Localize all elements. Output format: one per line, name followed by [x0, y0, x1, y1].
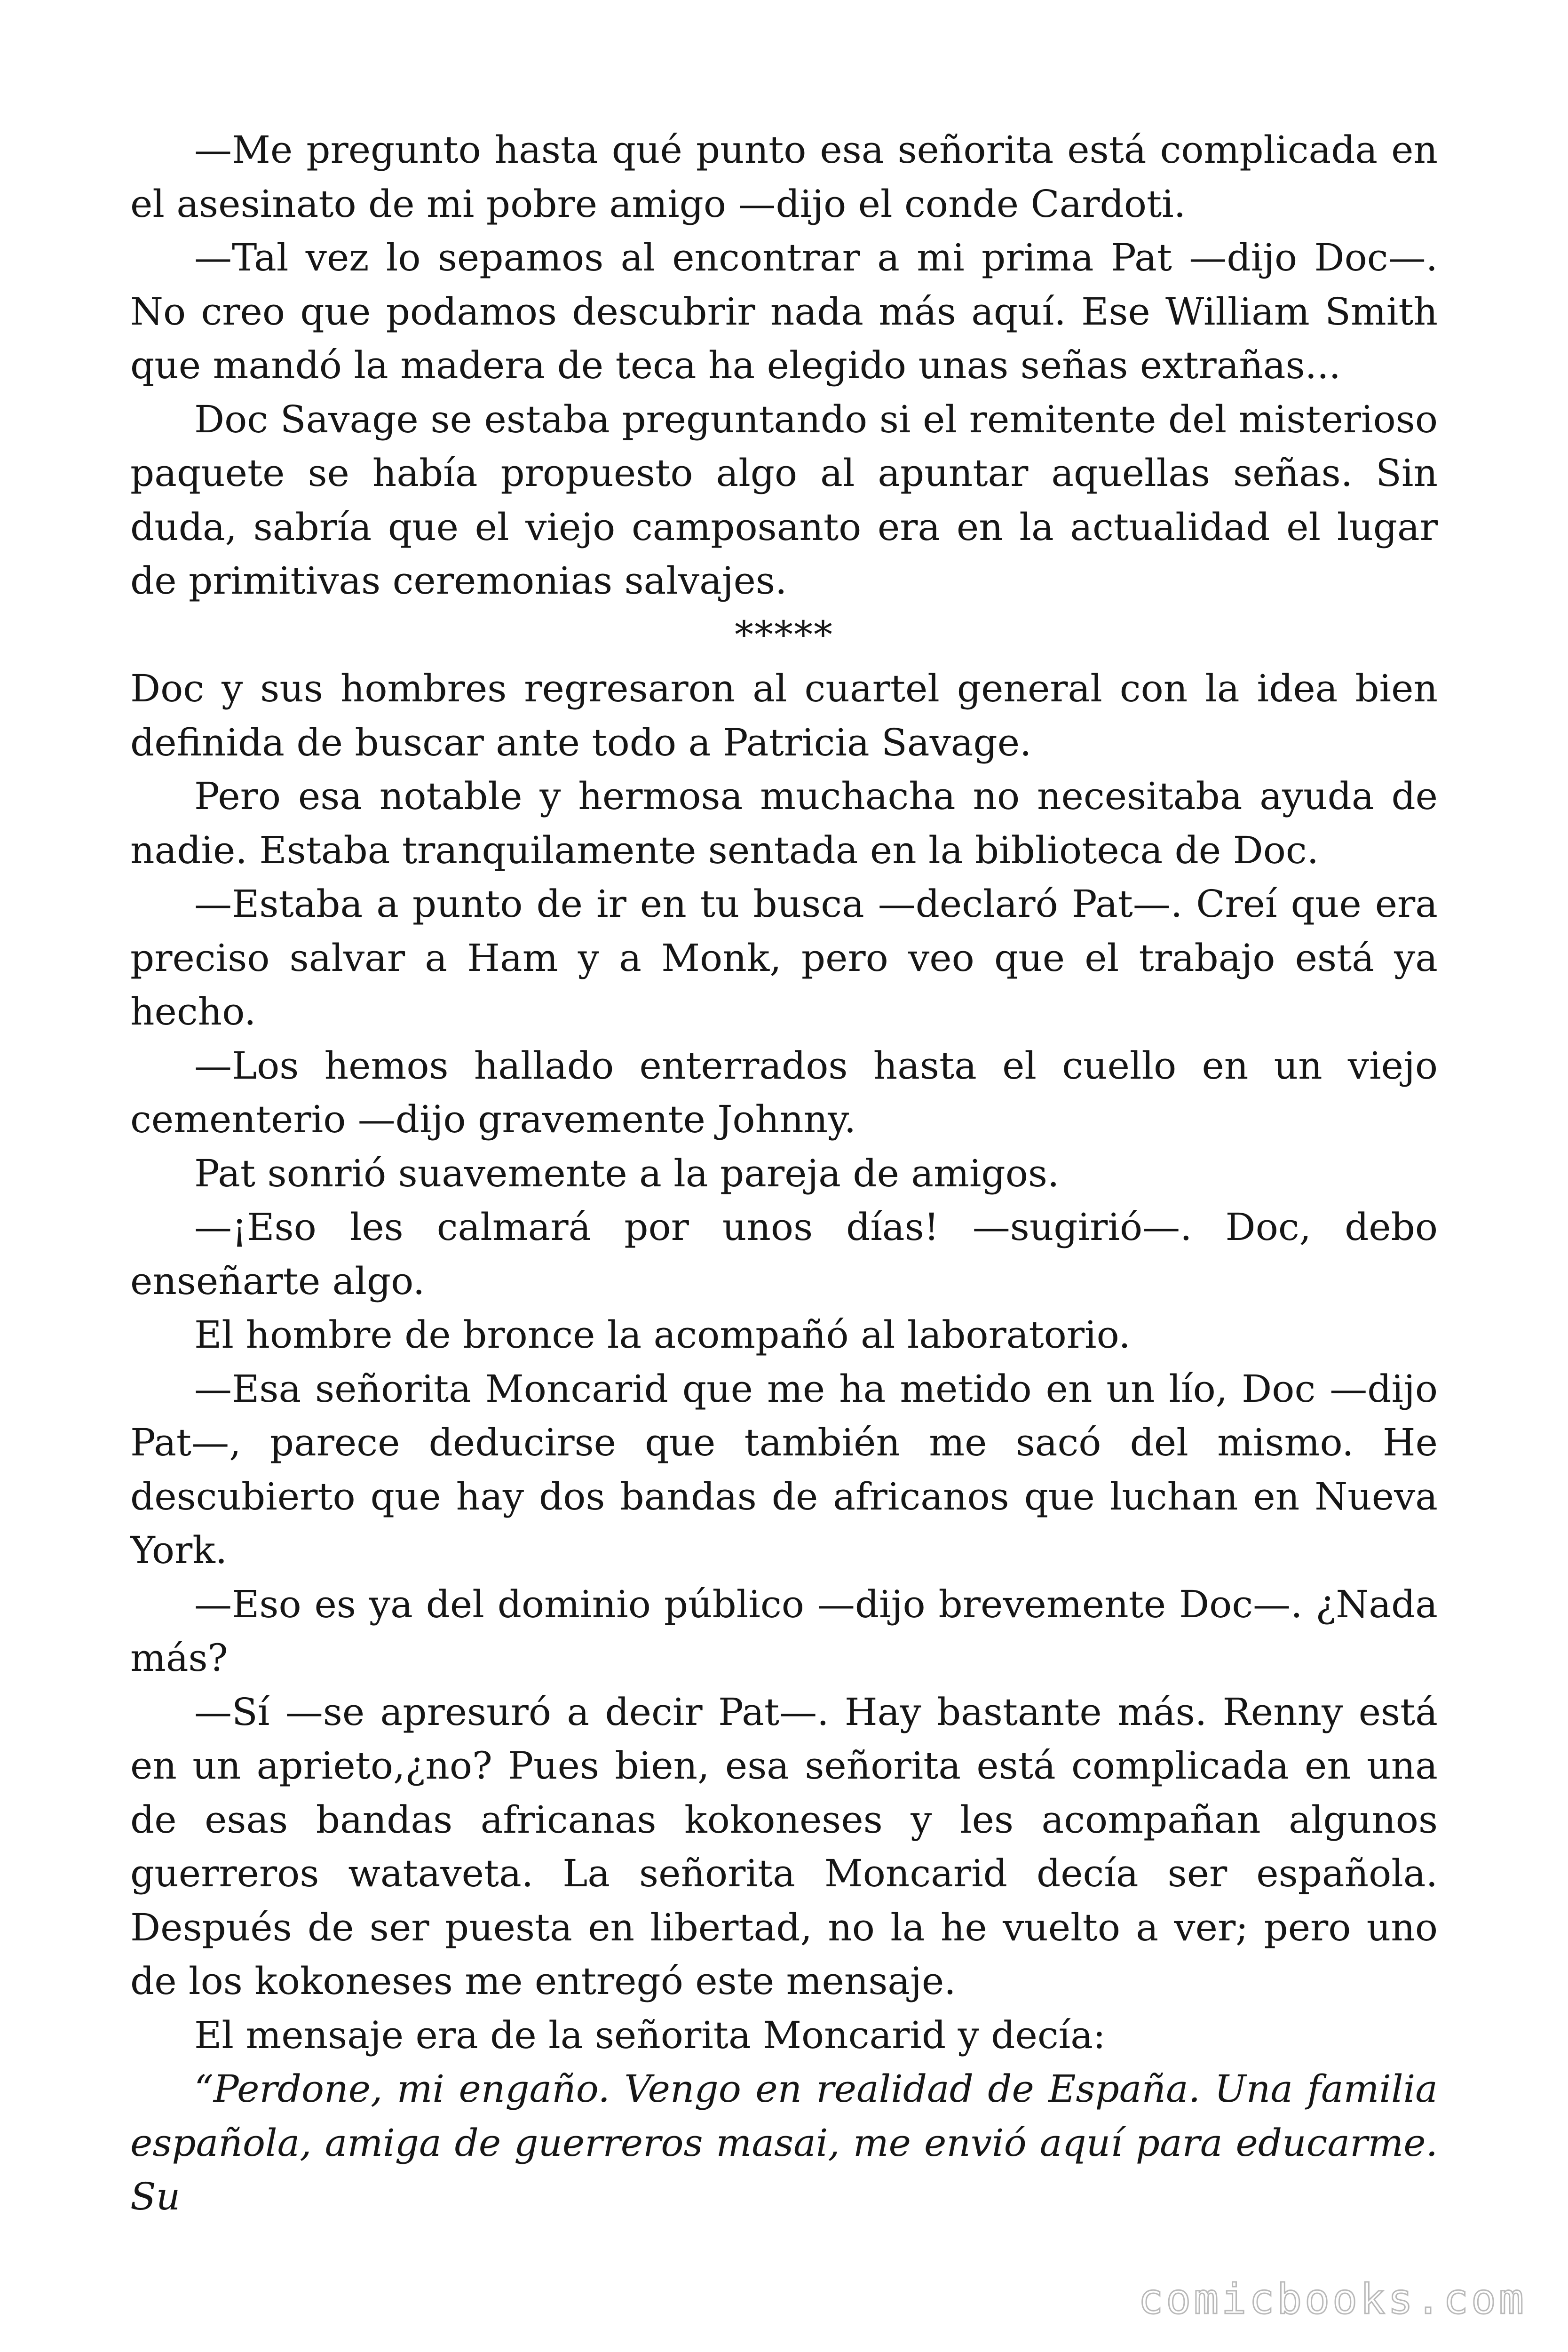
paragraph: Doc y sus hombres regresaron al cuartel general con la idea bien definida de buscar ante todo a Patricia Savage. — [130, 667, 1438, 764]
paragraph: —Tal vez lo sepamos al encontrar a mi prima Pat —dijo Doc—. No creo que podamos descubrir nada más aquí. Ese William Smith que mandó la madera de teca ha elegido unas señas extrañas... — [130, 236, 1438, 387]
paragraph: —Estaba a punto de ir en tu busca —declaró Pat—. Creí que era preciso salvar a Ham y a Monk, pero veo que el trabajo está ya hecho. — [130, 882, 1438, 1033]
paragraph: Doc Savage se estaba preguntando si el remitente del misterioso paquete se había propuesto algo al apuntar aquellas señas. Sin duda, sabría que el viejo camposanto era en la actualidad el lugar de primitivas ceremonias salvajes. — [130, 397, 1438, 603]
book-page — [130, 123, 1438, 2217]
paragraph: —Los hemos hallado enterrados hasta el cuello en un viejo cementerio —dijo gravemente Johnny. — [130, 1043, 1438, 1141]
paragraph: —Me pregunto hasta qué punto esa señorita está complicada en el asesinato de mi pobre amigo —dijo el conde Cardoti. — [130, 128, 1438, 226]
paragraph: —Esa señorita Moncarid que me ha metido en un lío, Doc —dijo Pat—, parece deducirse que también me sacó del mismo. He descubierto que hay dos bandas de africanos que luchan en Nueva York. — [130, 1367, 1438, 1572]
paragraph: Pat sonrió suavemente a la pareja de amigos. — [194, 1151, 1060, 1195]
paragraph: El mensaje era de la señorita Moncarid y decía: — [194, 2013, 1106, 2057]
watermark: comicbooks.com — [1138, 2275, 1527, 2323]
paragraph: El hombre de bronce la acompañó al laboratorio. — [194, 1313, 1131, 1357]
paragraph: —Sí —se apresuró a decir Pat—. Hay bastante más. Renny está en un aprieto,¿no? Pues bien, esa señorita está complicada en una de esas bandas africanas kokoneses y les acompañan algunos guerreros wataveta. La señorita Moncarid decía ser española. Después de ser puesta en libertad, no la he vuelto a ver; pero uno de los kokoneses me entregó este mensaje. — [130, 1690, 1438, 2003]
paragraph: —¡Eso les calmará por unos días! —sugirió—. Doc, debo enseñarte algo. — [130, 1205, 1438, 1303]
section-separator: ***** — [735, 612, 833, 657]
quoted-message: “Perdone, mi engaño. Vengo en realidad de España. Una familia española, amiga de guerreros masai, me envió aquí para educarme. Su — [130, 2067, 1438, 2218]
paragraph: —Eso es ya del dominio público —dijo brevemente Doc—. ¿Nada más? — [130, 1582, 1438, 1680]
paragraph: Pero esa notable y hermosa muchacha no necesitaba ayuda de nadie. Estaba tranquilamente sentada en la biblioteca de Doc. — [130, 774, 1438, 872]
